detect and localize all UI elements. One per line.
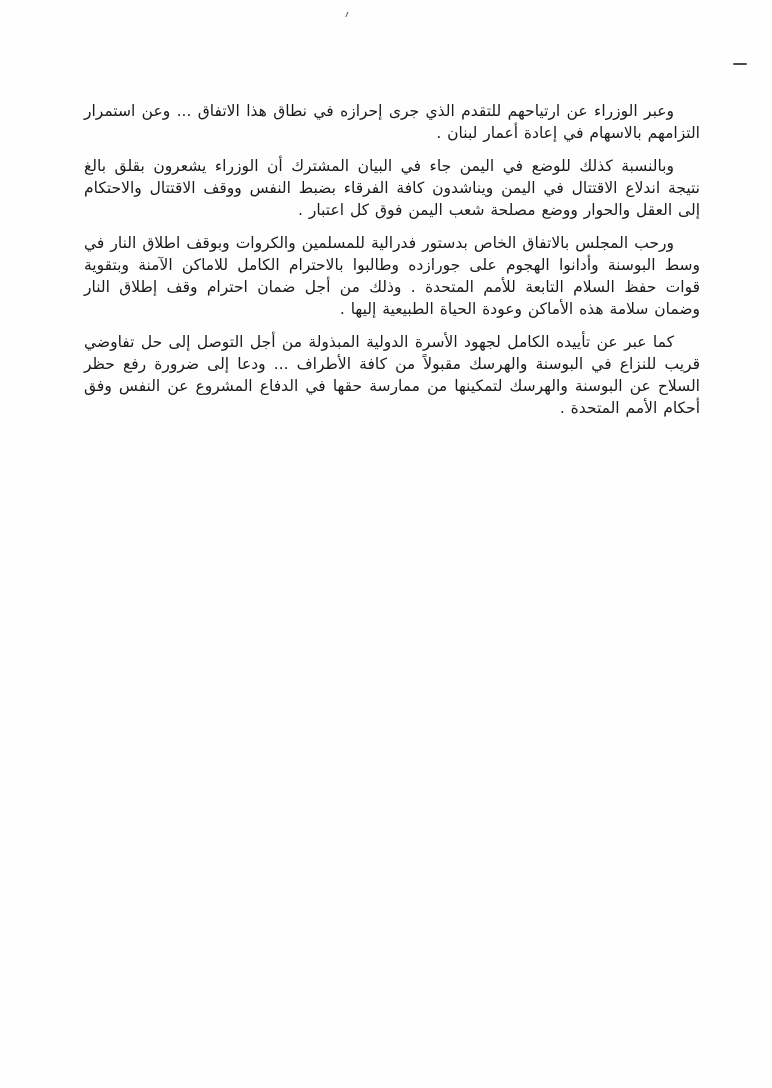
paragraph-bosnia-ceasefire: ورحب المجلس بالاتفاق الخاص بدستور فدرالية للمسلمين والكروات وبوقف اطلاق النار في وسط البوسنة وأدانوا الهجوم على جورازده وطالبوا بالاحترام الكامل للاماكن الآمنة وبتقوية قوات حفظ السلام التابعة للأمم المتحدة . وذلك من أجل ضمان احترام وقف إطلاق النار وضمان سلامة هذه الأماكن وعودة الحياة الطبيعية إليها . bbox=[84, 234, 700, 318]
paragraph-bosnia-arms-embargo: كما عبر عن تأييده الكامل لجهود الأسرة الدولية المبذولة من أجل التوصل إلى حل تفاوضي قريب للنزاع في البوسنة والهرسك مقبولاً من كافة الأطراف ... ودعا إلى ضرورة رفع حظر السلاح عن البوسنة والهرسك لتمكينها من ممارسة حقها في الدفاع المشروع عن النفس وفق أحكام الأمم المتحدة . bbox=[84, 333, 700, 417]
paragraph-lebanon-agreement: وعبر الوزراء عن ارتياحهم للتقدم الذي جرى إحرازه في نطاق هذا الاتفاق ... وعن استمرار التزامهم بالاسهام في إعادة أعمار لبنان . bbox=[84, 102, 700, 142]
paragraph-yemen-situation: وبالنسبة كذلك للوضع في اليمن جاء في البيان المشترك أن الوزراء يشعرون بقلق بالغ نتيجة اندلاع الاقتتال في اليمن ويناشدون كافة الفرقاء بضبط النفس ووقف الاقتتال والاحتكام إلى العقل والحوار ووضع مصلحة شعب اليمن فوق كل اعتبار . bbox=[84, 157, 700, 219]
document-text-block bbox=[84, 100, 700, 419]
scan-artifact-top-mark: ؍ bbox=[344, 9, 350, 20]
scan-artifact-right-dash bbox=[733, 63, 747, 65]
